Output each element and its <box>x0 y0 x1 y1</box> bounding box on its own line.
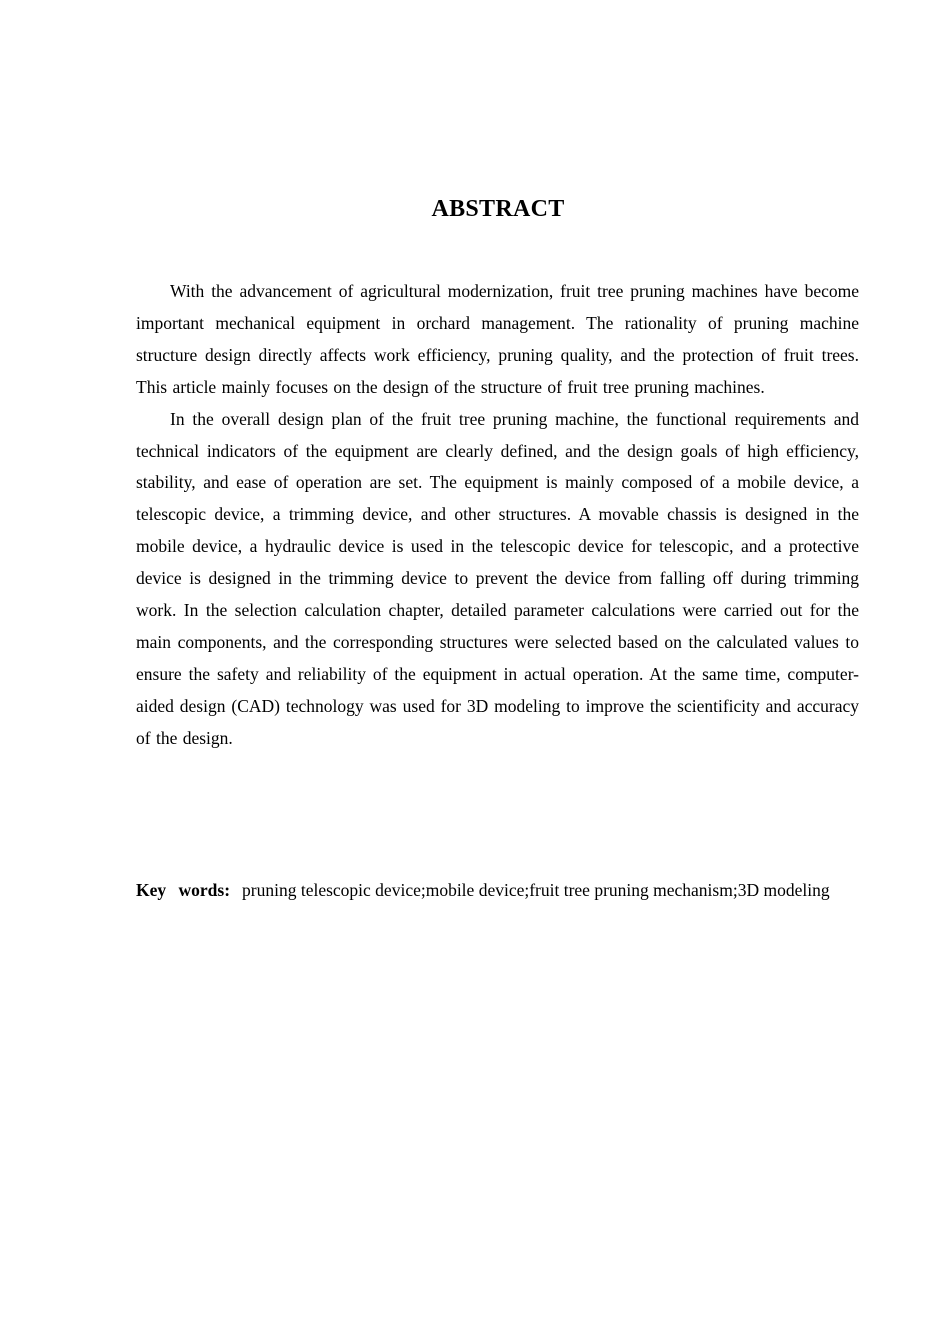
abstract-body <box>136 276 859 755</box>
abstract-paragraph-2: In the overall design plan of the fruit tree pruning machine, the functional requirements and technical indicators of the equipment are clearly defined, and the design goals of high efficiency, stability, and ease of operation are set. The equipment is mainly composed of a mobile device, a telescopic device, a trimming device, and other structures. A movable chassis is designed in the mobile device, a hydraulic device is used in the telescopic device for telescopic, and a protective device is designed in the trimming device to prevent the device from falling off during trimming work. In the selection calculation chapter, detailed parameter calculations were carried out for the main components, and the corresponding structures were selected based on the calculated values to ensure the safety and reliability of the equipment in actual operation. At the same time, computer-aided design (CAD) technology was used for 3D modeling to improve the scientificity and accuracy of the design. <box>136 408 859 748</box>
abstract-title: ABSTRACT <box>431 196 565 222</box>
keywords-label: Key words: <box>136 880 231 900</box>
abstract-paragraph-1: With the advancement of agricultural modernization, fruit tree pruning machines have become important mechanical equipment in orchard management. The rationality of pruning machine structure design directly affects work efficiency, pruning quality, and the protection of fruit trees. This article mainly focuses on the design of the structure of fruit tree pruning machines. <box>136 281 859 397</box>
keywords-text: pruning telescopic device;mobile device;fruit tree pruning mechanism;3D modeling <box>242 880 830 900</box>
keywords-line <box>136 875 859 907</box>
